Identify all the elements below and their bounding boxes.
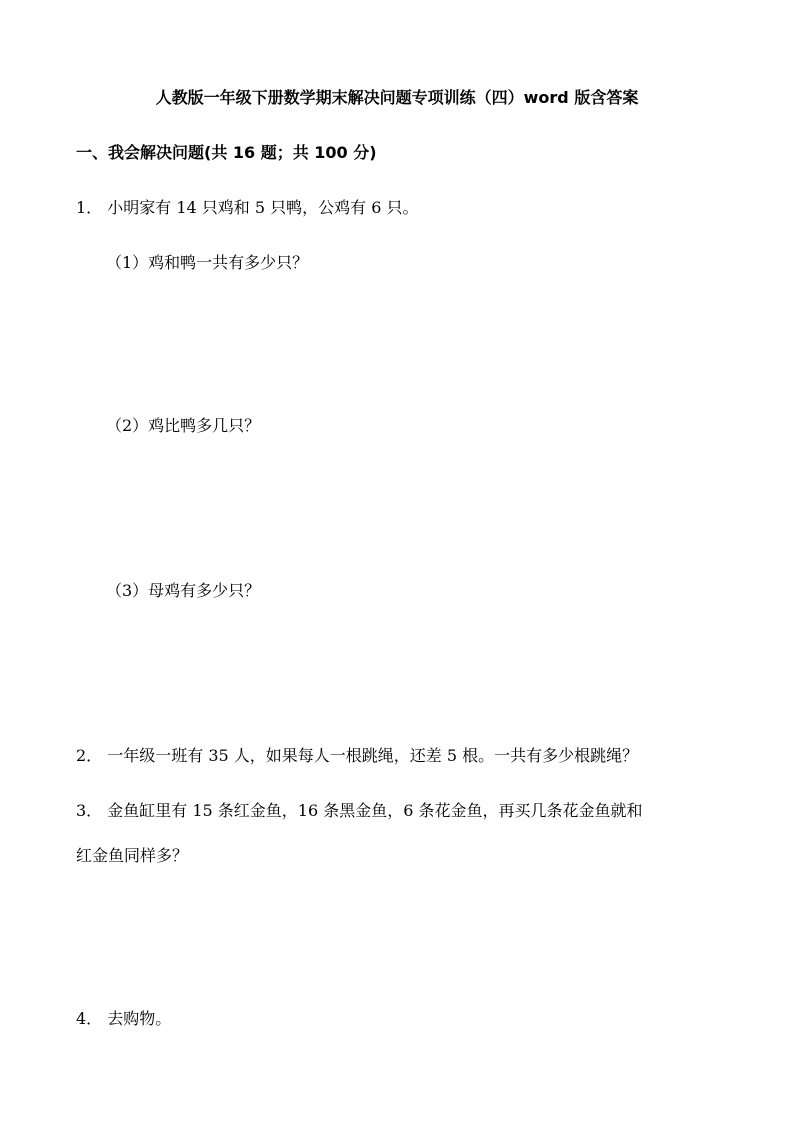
document-title: 人教版一年级下册数学期末解决问题专项训练（四）word 版含答案: [155, 88, 639, 107]
question-4: 4． 去购物。: [76, 1009, 172, 1028]
section-heading: 一、我会解决问题(共 16 题；共 100 分): [76, 143, 377, 162]
question-1-part-1: （1）鸡和鸭一共有多少只？: [106, 253, 309, 272]
question-3-line-2: 红金鱼同样多？: [76, 846, 189, 865]
question-2: 2． 一年级一班有 35 人，如果每人一根跳绳，还差 5 根。一共有多少根跳绳？: [76, 746, 639, 765]
question-1: 1． 小明家有 14 只鸡和 5 只鸭，公鸡有 6 只。: [76, 198, 419, 217]
question-3-line-1: 3． 金鱼缸里有 15 条红金鱼，16 条黑金鱼，6 条花金鱼，再买几条花金鱼就和: [76, 801, 643, 820]
question-1-part-2: （2）鸡比鸭多几只？: [106, 416, 261, 435]
question-1-part-3: （3）母鸡有多少只？: [106, 581, 261, 600]
